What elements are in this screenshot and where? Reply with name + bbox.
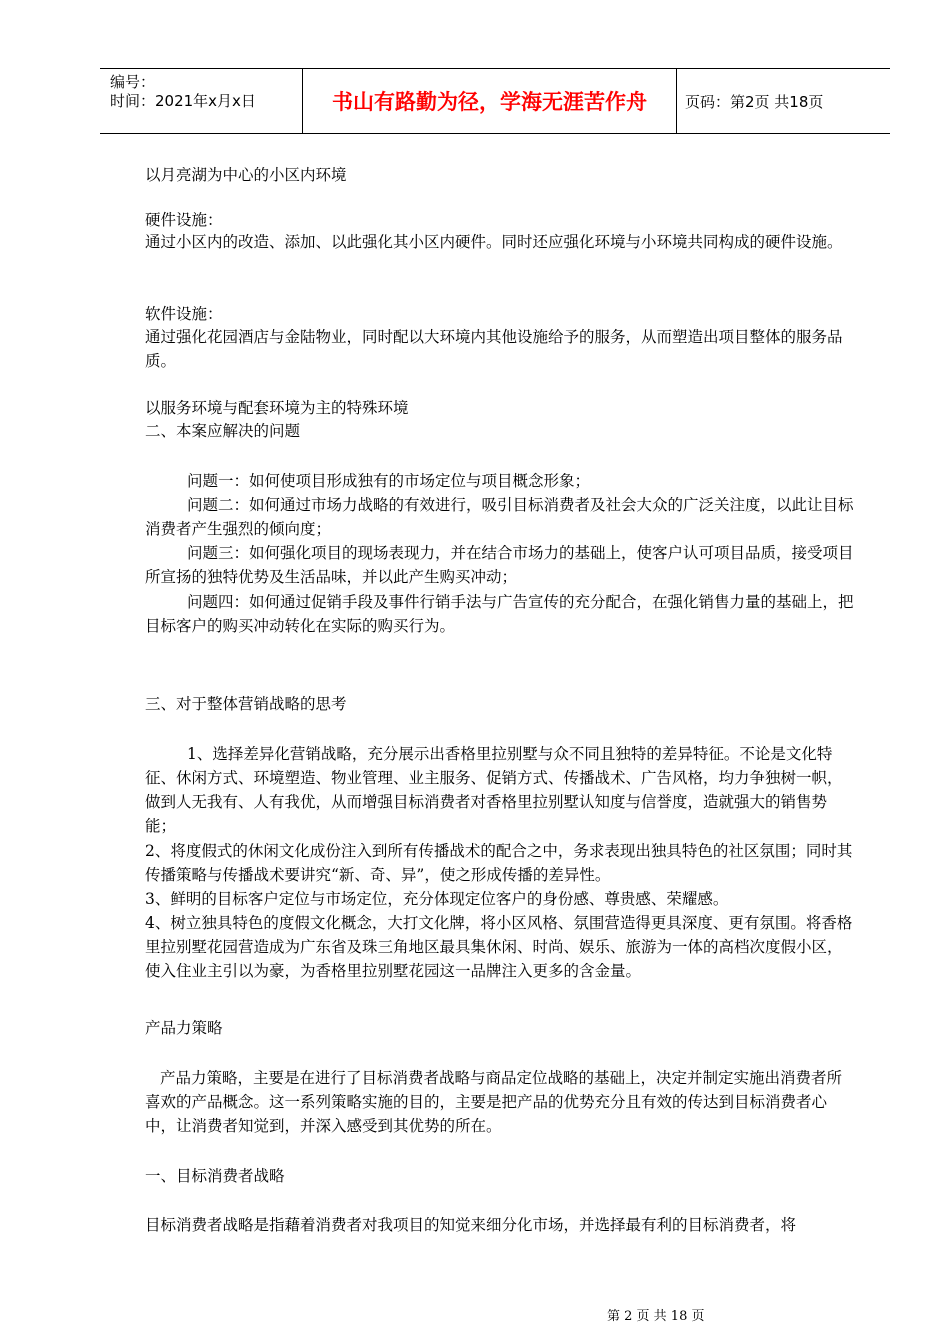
paragraph: 硬件设施： [145,211,223,229]
page-header [100,68,890,134]
paragraph: 通过强化花园酒店与金陆物业，同时配以大环境内其他设施给予的服务，从而塑造出项目整体的服务品质。 [145,328,843,370]
question-item: 问题一：如何使项目形成独有的市场定位与项目概念形象； [187,472,591,490]
header-page-info: 页码：第2页 共18页 [685,92,824,111]
section-heading: 三、对于整体营销战略的思考 [145,695,347,713]
question-item: 问题四：如何通过促销手段及事件行销手法与广告宣传的充分配合，在强化销售力量的基础上，把目标客户的购买冲动转化在实际的购买行为。 [145,593,854,635]
strategy-item: 1、选择差异化营销战略，充分展示出香格里拉别墅与众不同且独特的差异特征。不论是文化特征、休闲方式、环境塑造、物业管理、业主服务、促销方式、传播战术、广告风格，均力争独树一帜，做到人无我有、人有我优，从而增强目标消费者对香格里拉别墅认知度与信誉度，造就强大的销售势能； [145,745,843,835]
strategy-item: 2、将度假式的休闲文化成份注入到所有传播战术的配合之中，务求表现出独具特色的社区氛围；同时其传播策略与传播战术要讲究“新、奇、异”，使之形成传播的差异性。 [145,842,853,884]
paragraph: 通过小区内的改造、添加、以此强化其小区内硬件。同时还应强化环境与小环境共同构成的硬件设施。 [145,233,843,251]
section-heading: 二、本案应解决的问题 [145,422,301,440]
paragraph: 产品力策略，主要是在进行了目标消费者战略与商品定位战略的基础上，决定并制定实施出消费者所喜欢的产品概念。这一系列策略实施的目的，主要是把产品的优势充分且有效的传达到目标消费者心中，让消费者知觉到，并深入感受到其优势的所在。 [145,1069,843,1135]
section-heading: 一、目标消费者战略 [145,1167,285,1185]
page-footer: 第 2 页 共 18 页 [607,1309,705,1324]
question-item: 问题三：如何强化项目的现场表现力，并在结合市场力的基础上，使客户认可项目品质，接受项目所宣扬的独特优势及生活品味，并以此产生购买冲动； [145,544,854,586]
paragraph: 以服务环境与配套环境为主的特殊环境 [145,399,409,417]
header-motto: 书山有路勤为径，学海无涯苦作舟 [302,69,677,133]
question-item: 问题二：如何通过市场力战略的有效进行，吸引目标消费者及社会大众的广泛关注度，以此让目标消费者产生强烈的倾向度； [145,496,854,538]
section-heading: 产品力策略 [145,1019,223,1037]
header-meta [100,69,302,133]
paragraph: 以月亮湖为中心的小区内环境 [145,166,347,184]
strategy-item: 3、鲜明的目标客户定位与市场定位，充分体现定位客户的身份感、尊贵感、荣耀感。 [145,890,729,908]
number-label: 编号： [110,73,156,91]
paragraph: 软件设施： [145,305,223,323]
strategy-item: 4、树立独具特色的度假文化概念，大打文化牌，将小区风格、氛围营造得更具深度、更有氛围。将香格里拉别墅花园营造成为广东省及珠三角地区最具集休闲、时尚、娱乐、旅游为一体的高档次度假小区，使入住业主引以为豪，为香格里拉别墅花园这一品牌注入更多的含金量。 [145,914,853,980]
time-label: 时间：2021年x月x日 [110,92,256,110]
paragraph: 目标消费者战略是指藉着消费者对我项目的知觉来细分化市场，并选择最有利的目标消费者，将 [145,1216,797,1234]
